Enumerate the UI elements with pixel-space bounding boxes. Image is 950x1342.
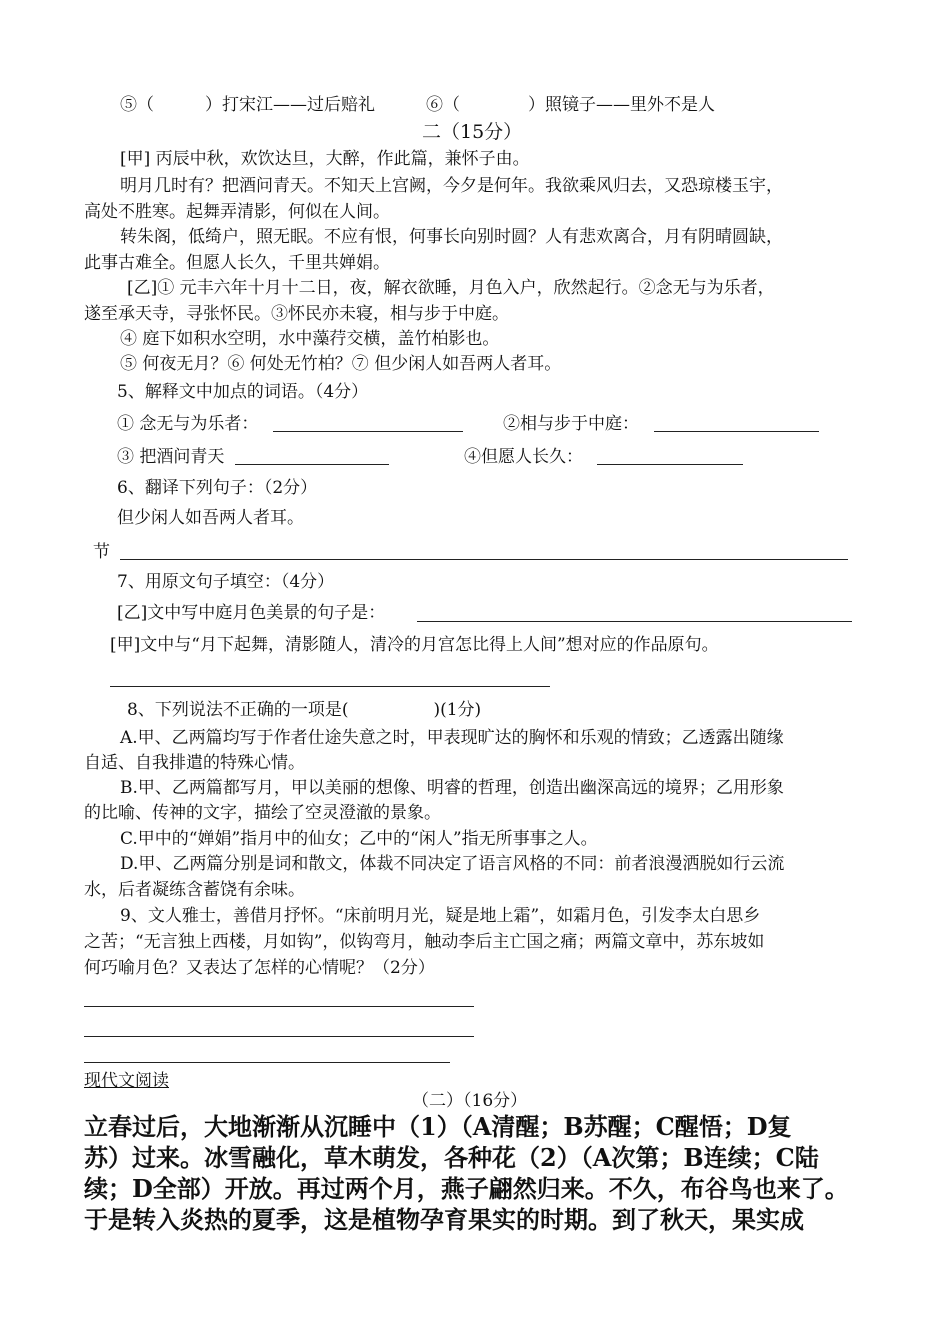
modern-reading-label: 现代文阅读 [84,1071,169,1091]
jia-text: 转朱阁，低绮户，照无眠。不应有恨，何事长向别时圆？人有悲欢离合，月有阴晴圆缺， [120,227,783,247]
q7-item-1: [乙]文中写中庭月色美景的句子是： [117,603,386,623]
option-a: A.甲、乙两篇均写于作者仕途失意之时，甲表现旷达的胸怀和乐观的情致；乙透露出随缘 [120,728,784,748]
yi-text: [乙]① 元丰六年十月十二日，夜，解衣欲睡，月色入户，欣然起行。②念无与为乐者， [127,278,775,298]
q5-item-3: ③ 把酒问青天 [117,447,225,467]
answer-blank[interactable] [654,431,819,432]
question-7: 7、用原文句子填空：（4分） [117,572,335,592]
idiom-line: ⑤（ ）打宋江——过后赔礼 ⑥（ ）照镜子——里外不是人 [120,95,715,115]
passage-line: 立春过后，大地渐渐从沉睡中（1）（A清醒；B苏醒；C醒悟；D复 [84,1112,792,1141]
q6-label: 节 [93,542,110,562]
q5-item-1: ① 念无与为乐者： [117,414,259,434]
answer-blank[interactable] [417,621,852,622]
jia-text: 高处不胜寒。起舞弄清影，何似在人间。 [84,202,390,222]
answer-blank[interactable] [120,559,848,560]
answer-blank[interactable] [84,1062,450,1063]
option-d: 水，后者凝练含蓄饶有余味。 [84,880,305,900]
q5-item-4: ④但愿人长久： [464,447,583,467]
section-title: 二（15分） [422,121,523,143]
jia-intro: [甲] 丙辰中秋，欢饮达旦，大醉，作此篇，兼怀子由。 [120,149,530,169]
answer-blank[interactable] [110,686,550,687]
yi-text: ⑤ 何夜无月？⑥ 何处无竹柏？⑦ 但少闲人如吾两人者耳。 [120,354,562,374]
option-c: C.甲中的“婵娟”指月中的仙女；乙中的“闲人”指无所事事之人。 [120,829,598,849]
question-9: 何巧喻月色？又表达了怎样的心情呢？（2分） [84,958,435,978]
answer-blank[interactable] [273,431,463,432]
jia-text: 此事古难全。但愿人长久，千里共婵娟。 [84,253,390,273]
section-heading: （二）（16分） [412,1091,528,1111]
passage-line: 于是转入炎热的夏季，这是植物孕育果实的时期。到了秋天，果实成 [84,1205,804,1234]
yi-text: ④ 庭下如积水空明，水中藻荇交横，盖竹柏影也。 [120,329,500,349]
jia-text: 明月几时有？把酒问青天。不知天上宫阙，今夕是何年。我欲乘风归去，又恐琼楼玉宇， [120,176,783,196]
q7-item-2: [甲]文中与“月下起舞，清影随人，清冷的月宫怎比得上人间”想对应的作品原句。 [110,635,719,655]
answer-blank[interactable] [597,464,743,465]
yi-text: 遂至承天寺，寻张怀民。③怀民亦未寝，相与步于中庭。 [84,304,509,324]
q5-item-2: ②相与步于中庭： [503,414,639,434]
option-a: 自适、自我排遣的特殊心情。 [84,753,305,773]
question-9: 之苦；“无言独上西楼，月如钩”，似钩弯月，触动李后主亡国之痛；两篇文章中，苏东坡如 [84,932,765,952]
answer-blank[interactable] [235,464,389,465]
question-5: 5、解释文中加点的词语。（4分） [117,382,369,402]
answer-blank[interactable] [84,1036,474,1037]
passage-line: 续；D全部）开放。再过两个月，燕子翩然归来。不久，布谷鸟也来了。 [84,1174,849,1203]
option-b: B.甲、乙两篇都写月，甲以美丽的想像、明睿的哲理，创造出幽深高远的境界；乙用形象 [120,778,784,798]
question-6: 6、翻译下列句子：（2分） [117,478,318,498]
option-d: D.甲、乙两篇分别是词和散文，体裁不同决定了语言风格的不同：前者浪漫洒脱如行云流 [120,854,785,874]
q6-sentence: 但少闲人如吾两人者耳。 [117,508,304,528]
option-b: 的比喻、传神的文字，描绘了空灵澄澈的景象。 [84,803,441,823]
question-8: 8、下列说法不正确的一项是( )(1分) [127,700,482,720]
passage-line: 苏）过来。冰雪融化，草木萌发，各种花（2）（A次第；B连续；C陆 [84,1143,819,1172]
answer-blank[interactable] [84,1006,474,1007]
question-9: 9、文人雅士，善借月抒怀。“床前明月光，疑是地上霜”，如霜月色，引发李太白思乡 [120,906,761,926]
